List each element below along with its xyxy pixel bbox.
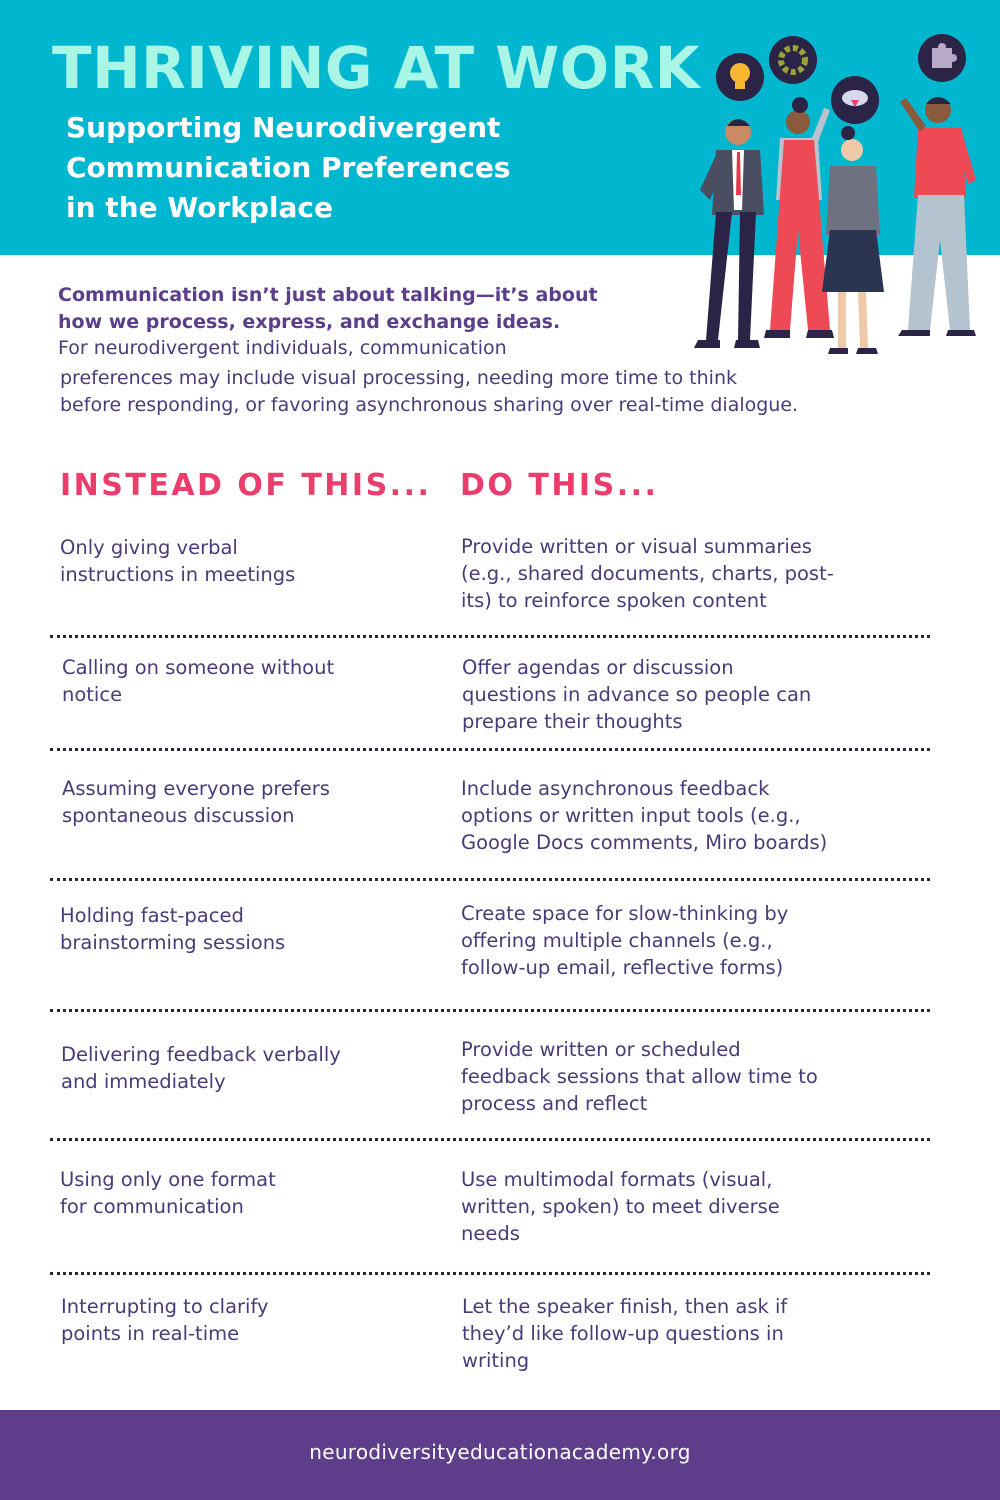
person-woman-red: [764, 97, 834, 338]
row-divider: [50, 1009, 930, 1012]
instead-cell: [61, 1293, 421, 1347]
instead-cell: [62, 654, 422, 708]
do-cell: [461, 1036, 931, 1117]
cell-line: follow-up email, reflective forms): [461, 956, 784, 979]
intro-text-rest: [60, 365, 980, 419]
cell-line: Use multimodal formats (visual,: [461, 1168, 773, 1191]
instead-cell: [61, 1041, 421, 1095]
person-man-red: [898, 97, 976, 336]
intro-bold-text: [58, 282, 678, 336]
person-man-suit: [694, 119, 764, 348]
cell-line: Offer agendas or discussion: [462, 656, 734, 679]
intro-text-line-1: For neurodivergent individuals, communication: [58, 337, 507, 359]
cloud-download-icon: [831, 76, 879, 124]
lightbulb-icon: [716, 53, 764, 101]
cell-line: needs: [461, 1222, 520, 1245]
people-illustration: [680, 30, 990, 360]
cell-line: Delivering feedback verbally: [61, 1043, 341, 1066]
person-woman-grey: [822, 126, 884, 354]
cell-line: Using only one format: [60, 1168, 276, 1191]
cell-line: writing: [462, 1349, 530, 1372]
cell-line: spontaneous discussion: [62, 804, 295, 827]
subtitle-line: Supporting Neurodivergent: [66, 111, 501, 144]
do-cell: [461, 1166, 931, 1247]
cell-line: feedback sessions that allow time to: [461, 1065, 818, 1088]
cell-line: its) to reinforce spoken content: [461, 589, 767, 612]
do-cell: [461, 775, 931, 856]
cell-line: Include asynchronous feedback: [461, 777, 770, 800]
subtitle-line: in the Workplace: [66, 191, 334, 224]
cell-line: Google Docs comments, Miro boards): [461, 831, 828, 854]
cell-line: process and reflect: [461, 1092, 648, 1115]
cell-line: and immediately: [61, 1070, 226, 1093]
cell-line: options or written input tools (e.g.,: [461, 804, 801, 827]
cell-line: Assuming everyone prefers: [62, 777, 330, 800]
do-heading: DO THIS...: [460, 468, 659, 503]
cell-line: brainstorming sessions: [60, 931, 286, 954]
do-cell: [462, 654, 932, 735]
cell-line: Provide written or visual summaries: [461, 535, 812, 558]
page-subtitle: [66, 108, 626, 228]
cell-line: Let the speaker finish, then ask if: [462, 1295, 788, 1318]
cell-line: points in real-time: [61, 1322, 240, 1345]
row-divider: [50, 635, 930, 638]
do-cell: [461, 900, 931, 981]
instead-cell: [60, 534, 420, 588]
cell-line: notice: [62, 683, 123, 706]
instead-cell: [60, 902, 420, 956]
row-divider: [50, 1138, 930, 1141]
cell-line: Holding fast-paced: [60, 904, 244, 927]
subtitle-line: Communication Preferences: [66, 151, 511, 184]
cell-line: Create space for slow-thinking by: [461, 902, 789, 925]
cell-line: questions in advance so people can: [462, 683, 812, 706]
cell-line: they’d like follow-up questions in: [462, 1322, 784, 1345]
row-divider: [50, 878, 930, 881]
gear-icon: [769, 36, 817, 84]
row-divider: [50, 1272, 930, 1275]
cell-line: (e.g., shared documents, charts, post-: [461, 562, 834, 585]
cell-line: Calling on someone without: [62, 656, 335, 679]
intro-bold-line: Communication isn’t just about talking—it’s about: [58, 284, 598, 306]
cell-line: Provide written or scheduled: [461, 1038, 741, 1061]
page-title: THRIVING AT WORK: [52, 34, 701, 102]
do-cell: [462, 1293, 932, 1374]
cell-line: offering multiple channels (e.g.,: [461, 929, 773, 952]
intro-bold-line: how we process, express, and exchange ideas.: [58, 311, 561, 333]
instead-cell: [62, 775, 422, 829]
cell-line: Interrupting to clarify: [61, 1295, 269, 1318]
intro-text-line-3: before responding, or favoring asynchronous sharing over real-time dialogue.: [60, 394, 799, 416]
instead-heading: INSTEAD OF THIS...: [60, 468, 432, 503]
footer-bar: [0, 1410, 1000, 1500]
footer-website-link[interactable]: neurodiversityeducationacademy.org: [309, 1440, 691, 1464]
instead-cell: [60, 1166, 420, 1220]
cell-line: prepare their thoughts: [462, 710, 683, 733]
intro-text-line-2: preferences may include visual processing, needing more time to think: [60, 367, 737, 389]
cell-line: for communication: [60, 1195, 244, 1218]
cell-line: Only giving verbal: [60, 536, 238, 559]
puzzle-icon: [918, 34, 966, 82]
cell-line: written, spoken) to meet diverse: [461, 1195, 780, 1218]
row-divider: [50, 748, 930, 751]
do-cell: [461, 533, 931, 614]
cell-line: instructions in meetings: [60, 563, 296, 586]
